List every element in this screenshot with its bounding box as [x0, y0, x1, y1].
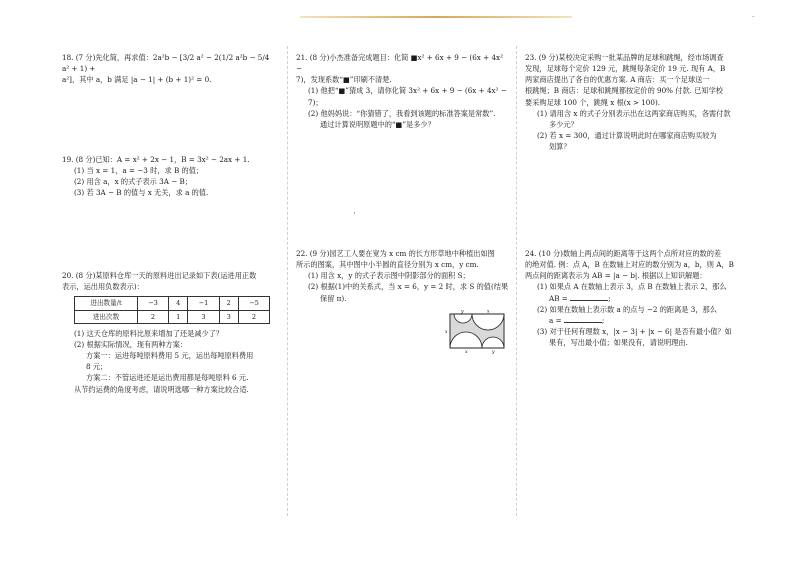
column-divider	[287, 46, 288, 516]
question-22	[296, 248, 510, 354]
q22-line: (2) 根据(1)中的关系式，当 x = 6，y = 2 时，求 S 的值(结果	[308, 282, 509, 292]
q19-line: (1) 当 x = 1，a = −3 时，求 B 的值；	[74, 166, 204, 176]
question-18	[62, 52, 278, 85]
fig-label: x	[487, 309, 490, 315]
garden-figure	[444, 308, 508, 354]
q24-line: (2) 如果在数轴上表示数 a 的点与 −2 的距离是 3，那么	[537, 304, 717, 314]
table-cell: 2	[138, 310, 169, 323]
q24-line: 果有，写出最小值；如果没有，请说明理由.	[549, 338, 688, 348]
table-cell: 1	[169, 310, 188, 323]
table-cell: 4	[169, 297, 188, 310]
q19-line: 19. (8 分)已知：A = x² + 2x − 1，B = 3x² − 2ax + 1.	[62, 155, 250, 164]
q23-line: (1) 请用含 x 的式子分别表示出在这两家商店购买，各需付款	[537, 108, 731, 118]
q22-line: (1) 用含 x，y 的式子表示图中阴影部分的面积 S；	[308, 271, 470, 281]
q24-line: AB = ;	[549, 293, 611, 303]
table-row	[75, 310, 270, 323]
table-cell: 2	[219, 297, 238, 310]
q23-line: (2) 若 x = 300，通过计算说明此时在哪家商店购买较为	[537, 131, 717, 141]
question-19	[62, 154, 278, 199]
q20-line: 20. (8 分)某原料仓库一天的原料进出记录如下表(运进用正数	[62, 271, 257, 280]
q22-line: 22. (9 分)园艺工人要在宽为 x cm 的长方形草地中种植出如图	[296, 249, 495, 258]
answer-blank	[570, 294, 608, 301]
q18-line: 18. (7 分)先化简，再求值：2a²b − [3/2 a² − 2(1/2 a²b − 5/4 a² + 1) +	[62, 53, 270, 74]
q21-line: (2) 他妈妈说：“你猜错了，我看到该题的标准答案是常数”.	[308, 108, 496, 118]
table-cell: −3	[138, 297, 169, 310]
q20-line: (1) 这天仓库的原料比原来增加了还是减少了？	[74, 328, 224, 338]
q20-line: 从节约运费的角度考虑，请说明选哪一种方案比较合适.	[74, 384, 249, 394]
q24-line: 的绝对值. 例：点 A，B 在数轴上对应的数分别为 a，b，则 A，B	[525, 260, 734, 270]
q18-line: a²]，其中 a，b 满足 |a − 1| + (b + 1)² = 0.	[62, 75, 212, 85]
table-cell: 进出数量/t	[75, 297, 138, 310]
question-21	[296, 52, 510, 130]
q23-line: 多少元？	[549, 119, 578, 129]
fig-label: y	[492, 349, 495, 354]
table-cell: −5	[238, 297, 269, 310]
top-decorative-rule	[300, 16, 572, 18]
q21-line: (1) 他把“■”猜成 3，请你化简 3x² + 6x + 9 − (6x + 4x² − 7)；	[308, 86, 507, 107]
question-20	[62, 270, 278, 395]
table-cell: 3	[219, 310, 238, 323]
q20-line: 8 元；	[86, 362, 108, 372]
q23-line: 发现，足球每个定价 129 元，跳绳每条定价 19 元. 现有 A，B	[525, 64, 726, 74]
scan-speck	[354, 212, 355, 214]
answer-blank	[564, 316, 602, 323]
q20-line: (2) 根据实际情况，现有两种方案：	[74, 339, 188, 349]
table-cell: 2	[238, 310, 269, 323]
q23-line: 两家商店提出了各自的优惠方案. A 商店：买一个足球送一	[525, 75, 710, 85]
fig-label: x	[445, 329, 448, 335]
q24-blank-label: AB =	[549, 293, 568, 303]
q20-line: 方案一：运进每吨原料费用 5 元，运出每吨原料费用	[86, 351, 254, 361]
q21-line: 通过计算说明原题中的“■”是多少？	[320, 119, 435, 129]
q19-line: (2) 用含 a，x 的式子表示 3A − B；	[74, 177, 192, 187]
q24-line: 两点间的距离表示为 AB = |a − b|. 根据以上知识解题：	[525, 271, 707, 281]
table-cell: 进出次数	[75, 310, 138, 323]
q23-line: 划算？	[549, 142, 571, 152]
question-23	[525, 52, 747, 152]
table-row	[75, 297, 270, 310]
q23-line: 23. (9 分)某校决定采购一批某品牌的足球和跳绳，经市场调查	[525, 53, 724, 62]
q21-line: 21. (8 分)小杰准备完成题目：化简 ■x² + 6x + 9 − (6x + 4x² −	[296, 53, 503, 74]
q21-line: 7)，发现系数“■”印刷不清楚.	[296, 75, 392, 85]
inventory-table	[74, 296, 270, 323]
q23-line: 根跳绳；B 商店：足球和跳绳都按定价的 90% 付款. 已知学校	[525, 86, 723, 96]
q24-blank-label: a =	[549, 315, 562, 325]
q22-line: 保留 π).	[320, 293, 347, 303]
q19-line: (3) 若 3A − B 的值与 x 无关，求 a 的值.	[74, 188, 209, 198]
corner-mark: ·	[752, 13, 755, 21]
fig-label: x	[465, 349, 468, 354]
question-24	[525, 248, 747, 348]
garden-diagram	[444, 308, 508, 354]
q24-line: (1) 如果点 A 在数轴上表示 3，点 B 在数轴上表示 2，那么	[537, 282, 727, 292]
q20-line: 表示，运出用负数表示)：	[62, 282, 144, 292]
q24-line: a = ;	[549, 315, 605, 325]
q22-line: 所示的图案，其中图中小半圆的直径分别为 x cm，y cm.	[296, 260, 479, 270]
column-divider	[516, 46, 517, 516]
table-cell: 3	[188, 310, 219, 323]
q24-line: (3) 对于任何有理数 x，|x − 3| + |x − 6| 是否有最小值？如	[537, 327, 732, 337]
q23-line: 要采购足球 100 个，跳绳 x 根(x > 100).	[525, 97, 661, 107]
fig-label: y	[461, 309, 464, 315]
q24-line: 24. (10 分)数轴上两点间的距离等于这两个点所对应的数的差	[525, 249, 722, 258]
table-cell: −1	[188, 297, 219, 310]
q20-line: 方案二：不管运进还是运出费用都是每吨原料 6 元.	[86, 373, 249, 383]
